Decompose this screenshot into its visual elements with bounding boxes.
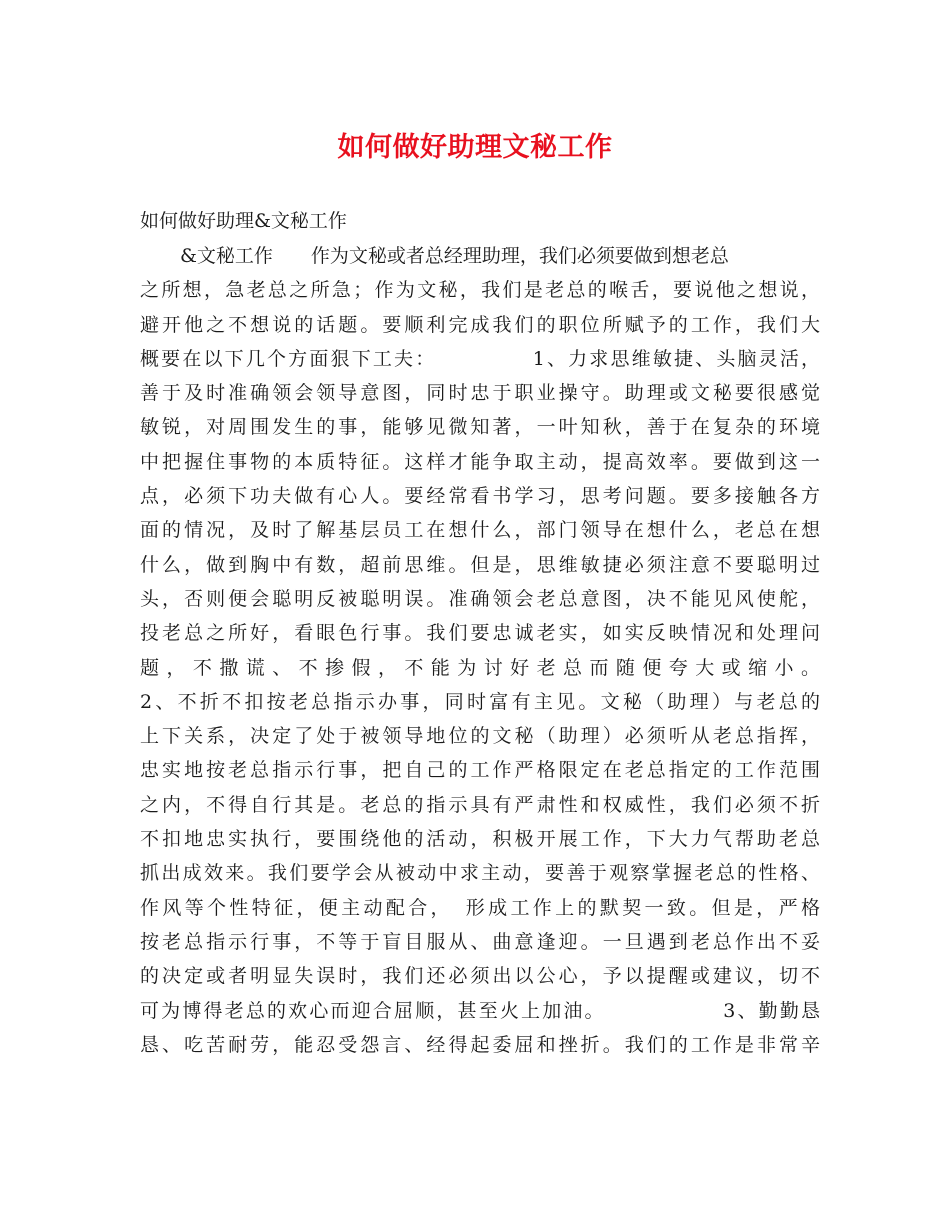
body-line: 头，否则便会聪明反被聪明误。准确领会老总意图，决不能见风使舵，	[140, 587, 820, 610]
document-body	[140, 239, 820, 1062]
body-line: &文秘工作 作为文秘或者总经理助理，我们必须要做到想老总	[180, 245, 729, 267]
body-line: 什么，做到胸中有数，超前思维。但是，思维敏捷必须注意不要聪明过	[140, 553, 820, 576]
body-line: 概要在以下几个方面狠下工夫： 1、力求思维敏捷、头脑灵活，	[140, 347, 820, 370]
body-line: 善于及时准确领会领导意图，同时忠于职业操守。助理或文秘要很感觉	[140, 382, 820, 405]
body-line: 之内，不得自行其是。老总的指示具有严肃性和权威性，我们必须不折	[140, 793, 820, 816]
body-line: 按老总指示行事，不等于盲目服从、曲意逢迎。一旦遇到老总作出不妥	[140, 930, 820, 953]
body-line: 不扣地忠实执行，要围绕他的活动，积极开展工作，下大力气帮助老总	[140, 828, 820, 851]
body-line: 面的情况，及时了解基层员工在想什么，部门领导在想什么，老总在想	[140, 519, 820, 542]
body-line: 的决定或者明显失误时，我们还必须出以公心，予以提醒或建议，切不	[140, 965, 820, 988]
body-line: 抓出成效来。我们要学会从被动中求主动，要善于观察掌握老总的性格、	[140, 862, 820, 885]
body-line: 投老总之所好，看眼色行事。我们要忠诚老实，如实反映情况和处理问	[140, 622, 820, 645]
body-line: 作风等个性特征，便主动配合， 形成工作上的默契一致。但是，严格	[140, 896, 820, 919]
body-line: 忠实地按老总指示行事，把自己的工作严格限定在老总指定的工作范围	[140, 759, 820, 782]
document-title: 如何做好助理文秘工作	[337, 132, 613, 163]
body-line: 避开他之不想说的话题。要顺利完成我们的职位所赋予的工作，我们大	[140, 313, 820, 336]
body-line: 之所想，急老总之所急；作为文秘，我们是老总的喉舌，要说他之想说，	[140, 279, 820, 302]
body-line: 恳、吃苦耐劳，能忍受怨言、经得起委屈和挫折。我们的工作是非常辛	[140, 1033, 820, 1056]
body-line: 可为博得老总的欢心而迎合屈顺，甚至火上加油。 3、勤勤恳	[140, 999, 820, 1022]
body-line: 中把握住事物的本质特征。这样才能争取主动，提高效率。要做到这一	[140, 450, 820, 473]
body-line: 2、不折不扣按老总指示办事，同时富有主见。文秘（助理）与老总的	[140, 690, 820, 713]
body-line: 题，不撒谎、不掺假，不能为讨好老总而随便夸大或缩小。	[140, 656, 820, 679]
body-line: 点，必须下功夫做有心人。要经常看书学习，思考问题。要多接触各方	[140, 485, 820, 508]
document-subtitle: 如何做好助理&文秘工作	[140, 210, 347, 232]
body-line: 上下关系，决定了处于被领导地位的文秘（助理）必须听从老总指挥，	[140, 725, 820, 748]
body-line: 敏锐，对周围发生的事，能够见微知著，一叶知秋，善于在复杂的环境	[140, 416, 820, 439]
